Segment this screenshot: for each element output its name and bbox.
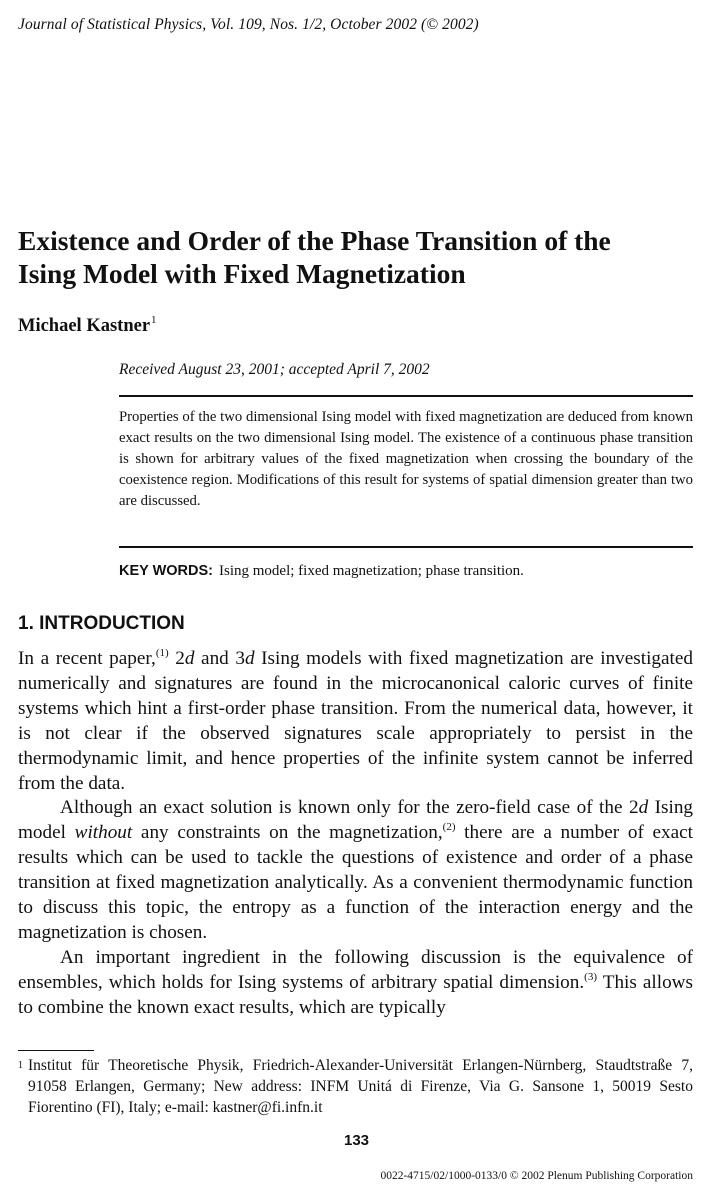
footnote	[18, 1055, 693, 1118]
paragraph-1	[18, 647, 693, 796]
author-name: Michael Kastner	[18, 316, 151, 336]
author-footnote-mark: 1	[151, 314, 157, 326]
copyright-line: 0022-4715/02/1000-0133/0 © 2002 Plenum Publishing Corporation	[380, 1170, 693, 1182]
abstract-top-rule	[119, 395, 693, 397]
page-number: 133	[343, 1132, 370, 1149]
text-span: This allows to combine the known exact results, which are typically	[18, 971, 693, 1018]
received-dates: Received August 23, 2001; accepted April 7, 2002	[119, 361, 430, 378]
author	[18, 314, 157, 337]
body-text	[18, 647, 693, 1021]
text-span: Ising models with fixed magnetization are investigated numerically and signatures are found in the microcanonical caloric curves of finite systems which hint a first-order phase transition. From the numerical data, however, it is not clear if the observed signatures scale appropriately to persist in the thermodynamic limit, and hence properties of the infinite system cannot be inferred from the data.	[18, 648, 693, 794]
text-span: An important ingredient in the following discussion is the equivalence of ensembles, which holds for Ising systems of arbitrary spatial dimension.	[18, 946, 693, 993]
text-span: and 3	[194, 648, 245, 669]
dimension-symbol: d	[638, 797, 649, 819]
text-span: there are a number of exact results which can be used to tackle the questions of existence and order of a phase transition at fixed magnetization analytically. As a convenient thermodynamic function to discuss this topic, the entropy as a function of the interaction energy and the magnetization is chosen.	[18, 822, 693, 943]
text-span: any constraints on the magnetization,	[132, 822, 443, 844]
journal-citation: Journal of Statistical Physics, Vol. 109, Nos. 1/2, October 2002 (© 2002)	[18, 16, 479, 33]
text-span: Ising model	[18, 797, 693, 844]
section-heading: 1. INTRODUCTION	[18, 613, 185, 634]
footnote-text: Institut für Theoretische Physik, Friedrich-Alexander-Universität Erlangen-Nürnberg, Staudtstraße 7, 91058 Erlangen, Germany; New address: INFM Unitá di Firenze, Via G. Sansone 1, 50019 Sesto Fiorentino (FI), Italy; e-mail: kastner@fi.infn.it	[28, 1057, 693, 1116]
emphasis: without	[74, 822, 133, 844]
abstract-bottom-rule	[119, 546, 693, 548]
footnote-rule	[18, 1050, 94, 1051]
keywords	[119, 563, 524, 580]
dimension-symbol: d	[184, 648, 195, 669]
text-span: In a recent paper,	[18, 648, 156, 669]
citation-ref: (1)	[155, 647, 169, 659]
text-span: 2	[168, 648, 185, 669]
paper-title	[18, 224, 698, 290]
citation-ref: (3)	[584, 970, 597, 983]
footnote-mark: 1	[18, 1060, 23, 1071]
title-line-1: Existence and Order of the Phase Transition of the	[18, 225, 611, 256]
paragraph-2	[18, 796, 693, 945]
title-line-2: Ising Model with Fixed Magnetization	[18, 258, 466, 289]
abstract: Properties of the two dimensional Ising model with fixed magnetization are deduced from known exact results on the two dimensional Ising model. The existence of a continuous phase transition is shown for arbitrary values of the fixed magnetization when crossing the boundary of the coexistence region. Modifications of this result for systems of spatial dimension greater than two are discussed.	[119, 409, 693, 509]
paragraph-3	[18, 946, 693, 1021]
text-span: Although an exact solution is known only for the zero-field case of the 2	[60, 797, 639, 819]
dimension-symbol: d	[244, 648, 255, 669]
keywords-label: KEY WORDS:	[119, 563, 213, 579]
keywords-text: Ising model; fixed magnetization; phase transition.	[219, 563, 524, 579]
citation-ref: (2)	[442, 821, 456, 834]
